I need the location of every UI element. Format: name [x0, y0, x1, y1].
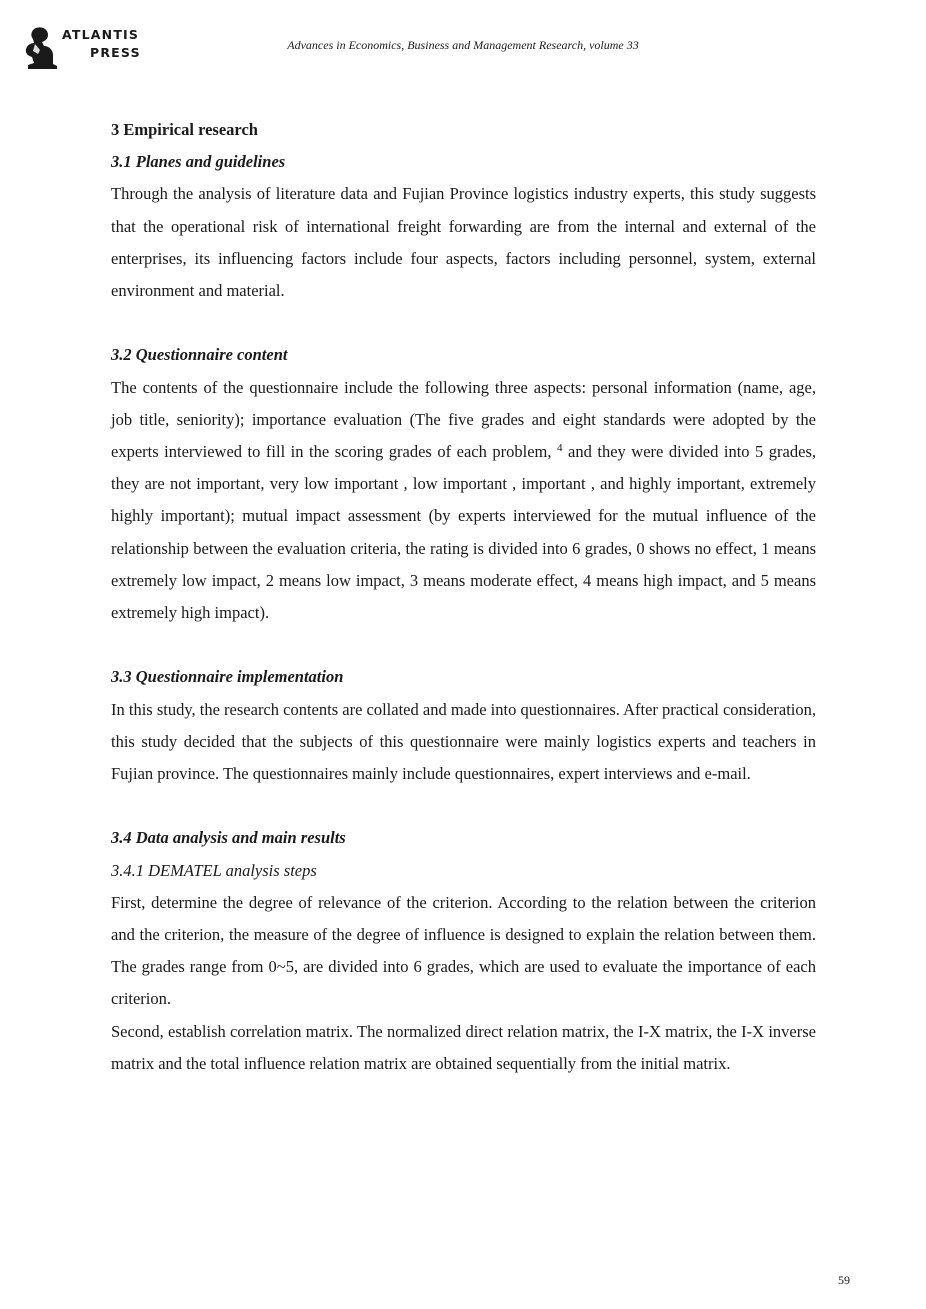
- spacer: [111, 790, 816, 822]
- section-3-1-heading: 3.1 Planes and guidelines: [111, 152, 286, 172]
- section-3-4-1-paragraph-2: Second, establish correlation matrix. The normalized direct relation matrix, the I-X matrix, the I-X inverse matrix and the total influence relation matrix are obtained sequentially from the initial matrix.: [111, 1021, 816, 1073]
- section-3-4-1-paragraph-1: First, determine the degree of relevance of the criterion. According to the relation between the criterion and the criterion, the measure of the degree of influence is designed to explain the relation between them. The grades range from 0~5, are divided into 6 grades, which are used to evaluate the importance of each criterion.: [111, 892, 816, 1009]
- section-3-2-heading: 3.2 Questionnaire content: [111, 345, 288, 365]
- section-3-3-paragraph: In this study, the research contents are collated and made into questionnaires. After practical consideration, this study decided that the subjects of this questionnaire were mainly logistics experts and teachers in Fujian province. The questionnaires mainly include questionnaires, expert interviews and e-mail.: [111, 699, 816, 784]
- logo-text-press: PRESS: [90, 45, 141, 60]
- logo-text-atlantis: ATLANTIS: [62, 27, 140, 42]
- section-3-1-paragraph: Through the analysis of literature data and Fujian Province logistics industry experts, this study suggests that the operational risk of international freight forwarding are from the internal and external of the enterprises, its influencing factors include four aspects, factors including personnel, system, external environment and material.: [111, 184, 816, 301]
- spacer: [111, 307, 816, 339]
- section-3-2-paragraph: [111, 372, 816, 630]
- section-3-4-heading: 3.4 Data analysis and main results: [111, 828, 346, 848]
- section-3-2-text-part2: and they were divided into 5 grades, they are not important, very low important , low important , important , and highly important, extremely highly important); mutual impact assessment (by experts interviewed for the mutual influence of the relationship between the evaluation criteria, the rating is divided into 6 grades, 0 shows no effect, 1 means extremely low impact, 2 means low impact, 3 means moderate effect, 4 means high impact, and 5 means extremely high impact).: [111, 442, 816, 623]
- section-3-heading: 3 Empirical research: [111, 120, 258, 139]
- spacer: [111, 629, 816, 661]
- page-number: 59: [838, 1273, 850, 1287]
- footnote-ref: 4: [557, 442, 563, 455]
- page-content: [111, 114, 816, 1080]
- running-head: [0, 38, 926, 53]
- section-3-3-heading: 3.3 Questionnaire implementation: [111, 667, 344, 687]
- section-3-4-1-heading: 3.4.1 DEMATEL analysis steps: [111, 860, 317, 880]
- running-head-text: Advances in Economics, Business and Management Research, volume 33: [287, 38, 639, 52]
- section-3-2-text-part1: The contents of the questionnaire include the following three aspects: personal information (name, age, job title, seniority); importance evaluation (The five grades and eight standards were adopted by the experts interviewed to fill in the scoring grades of each problem,: [111, 377, 816, 462]
